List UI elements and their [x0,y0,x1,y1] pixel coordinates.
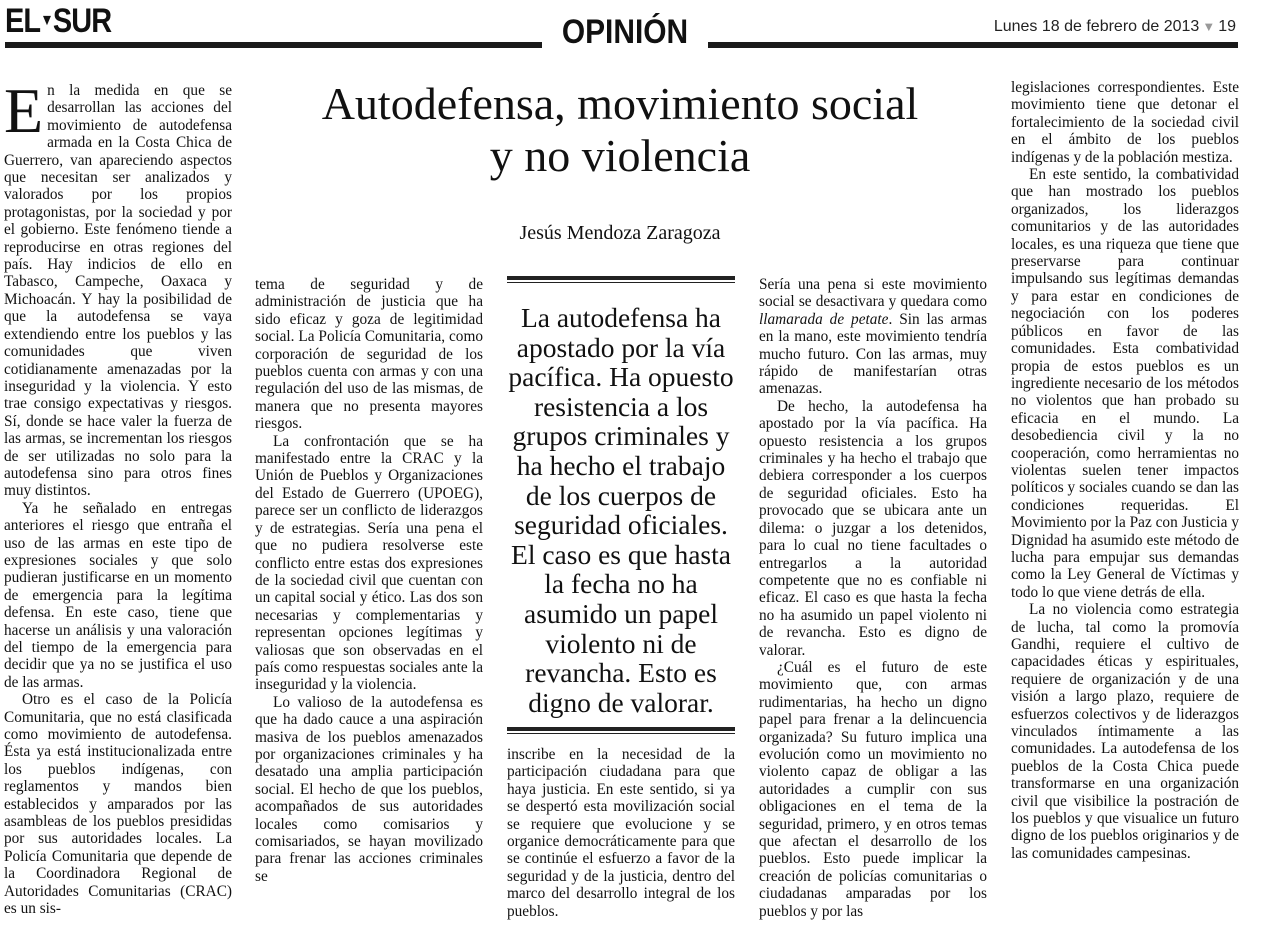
paragraph-text: . Sin las armas en la mano, este movimiento tendría mucho futuro. Con las armas, muy rápido de manifestarían otras amenazas. [759,310,987,398]
paragraph: Lo valioso de la autodefensa es que ha dado cauce a una aspiración masiva de los pueblos amenazados por organizaciones criminales y ha desatado una amplia participación social. El hecho de que los pueblos, acompañados de sus autoridades locales como comisarios y comisariados, se hayan movilizado para frenar las acciones criminales se [255,693,483,885]
paragraph-text: n la medida en que se desarrollan las acciones del movimiento de autodefensa armada en la Costa Chica de Guerrero, van apareciendo aspectos que necesitan ser analizados y valorados por los propios protagonistas, por la sociedad y por el gobierno. Este fenómeno tiende a reproducirse en otras regiones del país. Hay indicios de ello en Tabasco, Campeche, Oaxaca y Michoacán. Y hay la posibilidad de que la autodefensa se vaya extendiendo entre los pueblos y las comunidades que viven cotidianamente amenazadas por la inseguridad y la violencia. Y esto trae consigo expectativas y riesgos. Sí, donde se hace valer la fuerza de las armas, se incrementan los riesgos de ser utilizadas no solo para la autodefensa sino para otros fines muy distintos. [4,82,232,500]
article-title [255,78,985,182]
triangle-icon: ▼ [1202,19,1216,34]
header-rule-left [5,42,542,48]
paragraph: En este sentido, la combatividad que han mostrado los pueblos organizados, los liderazgos comunitarios y de las autoridades locales, es una riqueza que tiene que preservarse para continuar impulsando sus legítimas demandas y para estar en condiciones de negociación con los poderes públicos en favor de las comunidades. Esta combatividad propia de estos pueblos es un ingrediente necesario de los métodos no violentos que han probado su eficacia en el mundo. La desobediencia civil y la no cooperación, como herramientas no violentas suelen tener impactos políticos y sociales cuando se dan las condiciones requeridas. El Movimiento por la Paz con Justicia y Dignidad ha asumido este método de lucha para empujar sus demandas como la Ley General de Víctimas y todo lo que viene detrás de ella. [1011,166,1239,601]
header-rule-right [708,42,1238,48]
paragraph: legislaciones correspondientes. Este movimiento tiene que detonar el fortalecimiento de la sociedad civil en el ámbito de los pueblos indígenas y de la población mestiza. [1011,79,1239,166]
issue-date: Lunes 18 de febrero de 2013 [993,18,1200,35]
author-byline: Jesús Mendoza Zaragoza [519,222,721,244]
italic-phrase: llamarada de petate [759,310,889,328]
paragraph: La no violencia como estrategia de lucha, tal como la promovía Gandhi, requiere el cultivo de capacidades éticas y espirituales, requiere de organización y de una visión a largo plazo, requiere de esfuerzos colectivos y de liderazgos vinculados íntimamente a las comunidades. La autodefensa de los pueblos de la Costa Chica puede transformarse en una organización civil que visibilice la postración de los pueblos y que visualice un futuro digno de los pueblos originarios y de las comunidades campesinas. [1011,601,1239,862]
column-4 [759,276,987,922]
section-title: OPINIÓN [561,13,689,51]
paragraph [759,276,987,398]
column-5 [1011,79,1239,922]
pull-quote-rule-bottom [507,727,735,734]
paragraph: ¿Cuál es el futuro de este movimiento que, con armas rudimentarias, ha hecho un digno papel para frenar a la delincuencia organizada? Su futuro implica una evolución como un movimiento no violento capaz de obligar a las autoridades a cumplir con sus obligaciones en el tema de la seguridad, primero, y en otros temas que afectan el desarrollo de los pueblos. Esto puede implicar la creación de policías comunitarias o ciudadanas amparadas por los pueblos y por las [759,658,987,920]
paragraph-text: Sería una pena si este movimiento social se desactivara y quedara como [759,276,987,311]
paragraph [4,82,232,500]
newspaper-logo: EL▼SUR [5,2,112,40]
paragraph: tema de seguridad y de administración de justicia que ha sido eficaz y goza de legitimidad social. La Policía Comunitaria, como corporación de seguridad de los pueblos cuenta con armas y con una regulación del uso de las mismas, de manera que no presenta mayores riesgos. [255,276,483,433]
drop-cap: E [4,82,44,146]
column-1 [4,82,232,920]
paragraph: Otro es el caso de la Policía Comunitaria, que no está clasificada como movimiento de autodefensa. Ésta ya está institucionalizada entre los pueblos indígenas, con reglamentos y mandos bien establecidos y amparados por las asambleas de los pueblos presididas por sus autoridades locales. La Policía Comunitaria que depende de la Coordinadora Regional de Autoridades Comunitarias (CRAC) es un sis- [4,691,232,918]
date-line [994,18,1236,36]
page-number: 19 [1218,18,1236,35]
paragraph: La confrontación que se ha manifestado entre la CRAC y la Unión de Pueblos y Organizaciones del Estado de Guerrero (UPOEG), parece ser un conflicto de liderazgos y de estrategias. Sería una pena el que no pudiera resolverse este conflicto entre estas dos expresiones de la sociedad civil que cuentan con un capital social y ético. Las dos son necesarias y complementarias y representan opciones legítimas y valiosas que son observadas en el país como respuestas sociales ante la inseguridad y la violencia. [255,432,483,694]
column-3 [507,746,735,922]
paragraph: inscribe en la necesidad de la participación ciudadana para que haya justicia. En este sentido, si ya se despertó esta movilización social se requiere que evolucione y se organice democráticamente para que se continúe el esfuerzo a favor de la seguridad y de la justicia, dentro del marco del desarrollo integral de los pueblos. [507,746,735,920]
paragraph: Ya he señalado en entregas anteriores el riesgo que entraña el uso de las armas en este tipo de expresiones sociales y que solo pudieran justificarse en un momento de emergencia para la legítima defensa. En este caso, tiene que hacerse un análisis y una valoración del tiempo de la emergencia para decidir que ya no se justifica el uso de las armas. [4,499,232,691]
pull-quote: La autodefensa ha apostado por la vía pacífica. Ha opuesto resistencia a los grupos criminales y ha hecho el trabajo de los cuerpos de seguridad oficiales. El caso es que hasta la fecha no ha asumido un papel violento ni de revancha. Esto es digno de valorar. [508,302,734,718]
column-2 [255,276,483,922]
pull-quote-rule-top [507,276,735,283]
title-line: Autodefensa, movimiento social [321,78,919,129]
title-line: y no violencia [489,130,751,181]
paragraph: De hecho, la autodefensa ha apostado por la vía pacífica. Ha opuesto resistencia a los grupos criminales y ha hecho el trabajo que debiera corresponder a los cuerpos de seguridad oficiales. Esto ha provocado que se ubicara ante un dilema: o juzgar a los detenidos, para lo cual no tiene facultades o entregarlos a la autoridad competente que no es confiable ni eficaz. El caso es que hasta la fecha no ha asumido un papel violento ni de revancha. Esto es digno de valorar. [759,397,987,659]
